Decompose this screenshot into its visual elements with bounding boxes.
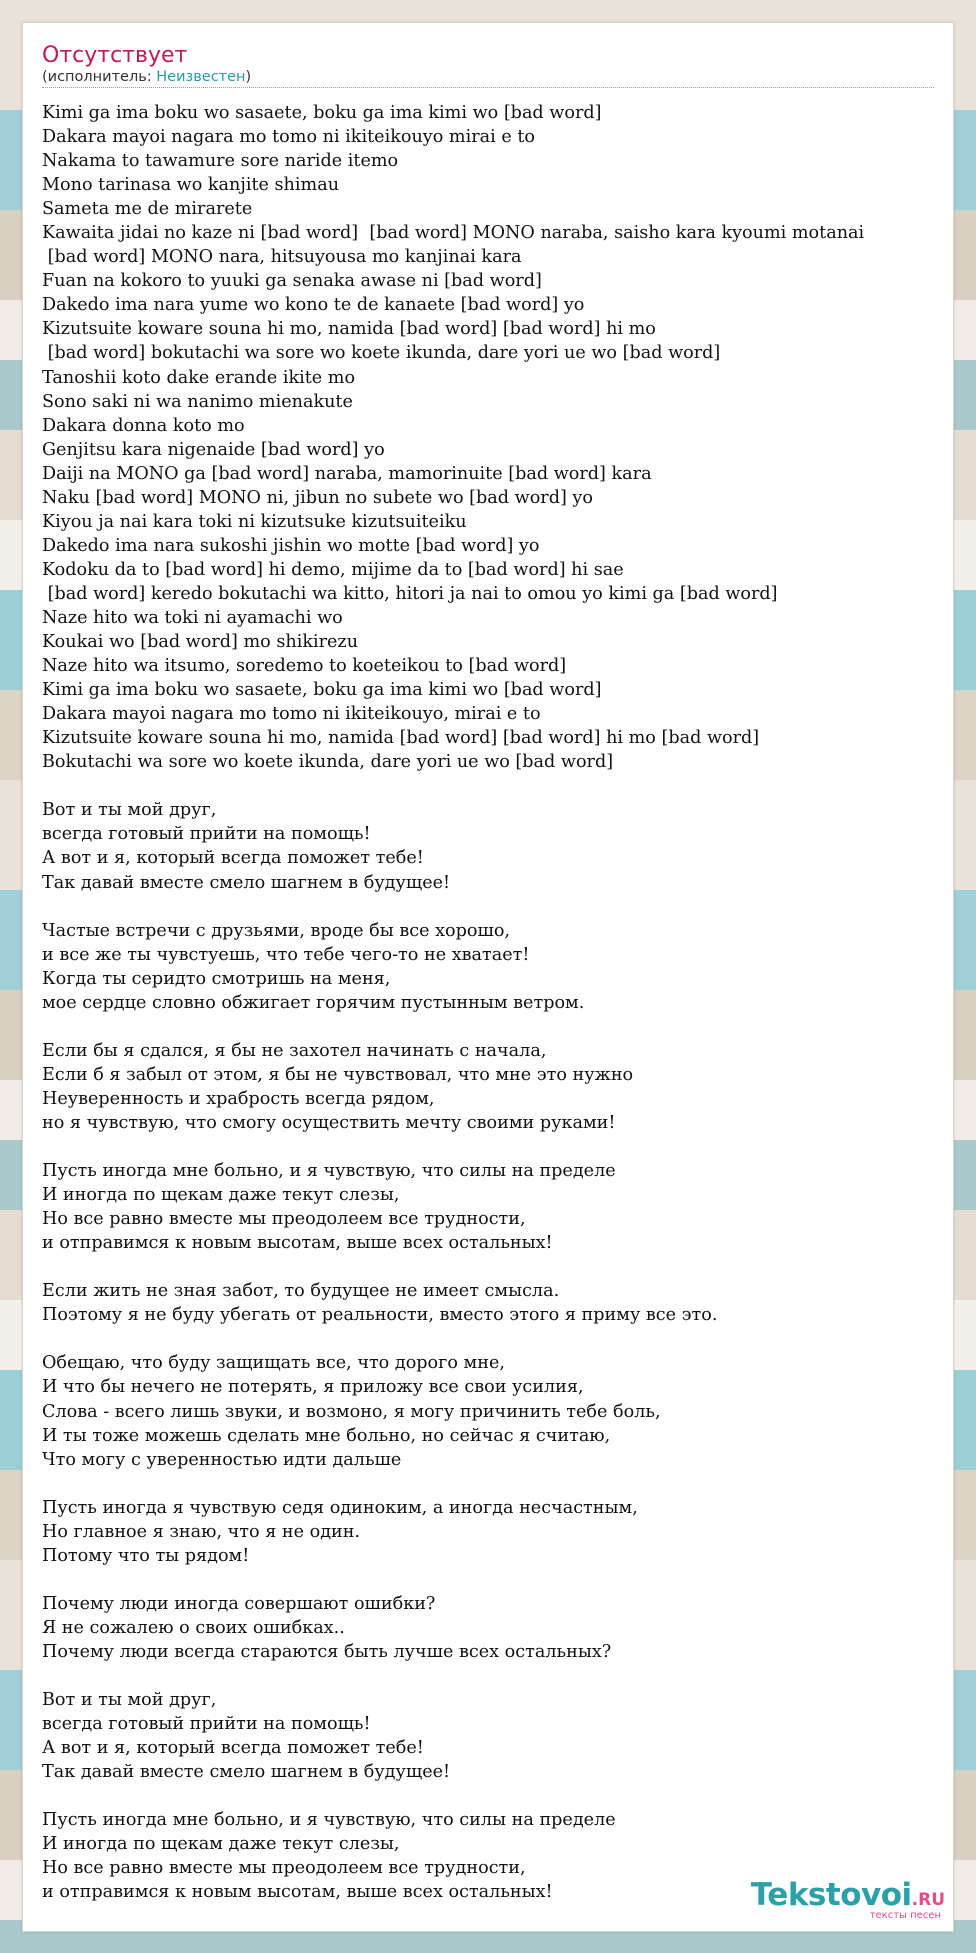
lyric-line: Пусть иногда мне больно, и я чувствую, что силы на пределе <box>42 1161 616 1182</box>
artist-suffix: ) <box>245 69 252 85</box>
lyric-line: [bad word] MONO nara, hitsuyousa mo kanjinai kara <box>42 247 522 268</box>
lyric-line <box>42 1135 864 1159</box>
lyric-line: А вот и я, который всегда поможет тебе! <box>42 1738 424 1759</box>
lyric-line: Вот и ты мой друг, <box>42 800 217 821</box>
artist-line <box>42 69 934 86</box>
lyric-line: И иногда по щекам даже текут слезы, <box>42 1185 400 1206</box>
lyric-line: Если б я забыл от этом, я бы не чувствовал, что мне это нужно <box>42 1064 634 1085</box>
lyric-line: Kodoku da to [bad word] hi demo, mijime da to [bad word] hi sae <box>42 559 624 580</box>
lyric-line: Но главное я знаю, что я не один. <box>42 1521 361 1542</box>
lyric-line: Но все равно вместе мы преодолеем все трудности, <box>42 1209 526 1230</box>
lyric-line: Почему люди иногда совершают ошибки? <box>42 1593 436 1614</box>
lyric-line: Nakama to tawamure sore naride itemo <box>42 151 399 172</box>
lyric-line <box>42 895 864 919</box>
lyric-line: Kimi ga ima boku wo sasaete, boku ga ima kimi wo [bad word] <box>42 680 602 701</box>
lyric-line: Genjitsu kara nigenaide [bad word] yo <box>42 439 385 460</box>
lyric-line: Mono tarinasa wo kanjite shimau <box>42 175 340 196</box>
song-header <box>42 43 934 88</box>
lyric-line <box>42 1255 864 1279</box>
lyric-line: Dakara mayoi nagara mo tomo ni ikiteikouyo, mirai e to <box>42 704 541 725</box>
lyric-line: Dakedo ima nara yume wo kono te de kanaete [bad word] yo <box>42 295 585 316</box>
lyric-line: Sono saki ni wa nanimo mienakute <box>42 391 353 412</box>
lyric-line: Dakara donna koto mo <box>42 415 245 436</box>
lyric-line: Dakara mayoi nagara mo tomo ni ikiteikouyo mirai e to <box>42 127 536 148</box>
lyric-line <box>42 1327 864 1351</box>
lyric-line: Почему люди всегда стараются быть лучше всех остальных? <box>42 1642 612 1662</box>
lyric-line: Неуверенность и храбрость всегда рядом, <box>42 1088 435 1109</box>
lyric-line: Naku [bad word] MONO ni, jibun no subete wo [bad word] yo <box>42 487 593 508</box>
artist-prefix: (исполнитель: <box>42 69 157 85</box>
logo-tld: .RU <box>911 1890 945 1910</box>
lyric-line: Пусть иногда я чувствую седя одиноким, а иногда несчастным, <box>42 1497 638 1518</box>
lyric-line: Но все равно вместе мы преодолеем все трудности, <box>42 1858 526 1879</box>
song-title: Отсутствует <box>42 43 188 68</box>
lyric-line: Kimi ga ima boku wo sasaete, boku ga ima kimi wo [bad word] <box>42 103 602 123</box>
lyric-line: А вот и я, который всегда поможет тебе! <box>42 848 424 869</box>
lyrics-card <box>22 22 954 1932</box>
lyric-line <box>42 1568 864 1592</box>
logo-name: Tekstovoi <box>750 1877 912 1913</box>
lyric-line: Daiji na MONO ga [bad word] naraba, mamorinuite [bad word] kara <box>42 463 652 484</box>
lyric-line: Когда ты серидто смотришь на меня, <box>42 968 391 989</box>
lyric-line <box>42 1664 864 1688</box>
lyric-line: Dakedo ima nara sukoshi jishin wo motte [bad word] yo <box>42 535 540 556</box>
lyric-line: [bad word] keredo bokutachi wa kitto, hitori ja nai to omou yo kimi ga [bad word] <box>42 583 778 604</box>
lyric-line: Sameta me de mirarete <box>42 199 253 220</box>
lyric-line: Bokutachi wa sore wo koete ikunda, dare yori ue wo [bad word] <box>42 752 614 773</box>
lyric-line: Потому что ты рядом! <box>42 1545 250 1566</box>
lyric-line: Kizutsuite koware souna hi mo, namida [bad word] [bad word] hi mo <box>42 319 656 340</box>
lyric-line: всегда готовый прийти на помощь! <box>42 1714 371 1735</box>
lyric-line: Kiyou ja nai kara toki ni kizutsuke kizutsuiteiku <box>42 511 467 532</box>
lyric-line: Так давай вместе смело шагнем в будущее! <box>42 1762 451 1783</box>
lyric-line: Tanoshii koto dake erande ikite mo <box>42 367 356 388</box>
lyric-line: Kizutsuite koware souna hi mo, namida [bad word] [bad word] hi mo [bad word] <box>42 728 760 749</box>
lyrics-text <box>42 101 864 1905</box>
logo-tagline: тексты песен <box>869 1910 941 1921</box>
lyric-line: Что могу с уверенностью идти дальше <box>42 1449 402 1470</box>
lyric-line: Fuan na kokoro to yuuki ga senaka awase ni [bad word] <box>42 271 542 292</box>
lyric-line: Если жить не зная забот, то будущее не имеет смысла. <box>42 1281 560 1302</box>
lyric-line: И ты тоже можешь сделать мне больно, но сейчас я считаю, <box>42 1425 611 1446</box>
site-logo[interactable] <box>751 1879 945 1921</box>
lyric-line: Вот и ты мой друг, <box>42 1690 217 1711</box>
lyric-line: [bad word] bokutachi wa sore wo koete ikunda, dare yori ue wo [bad word] <box>42 343 721 364</box>
lyric-line: Частые встречи с друзьями, вроде бы все хорошо, <box>42 920 511 941</box>
lyric-line <box>42 1472 864 1496</box>
lyric-line: И иногда по щекам даже текут слезы, <box>42 1834 400 1855</box>
lyric-line <box>42 774 864 798</box>
lyric-line: и отправимся к новым высотам, выше всех остальных! <box>42 1233 553 1254</box>
lyric-line: Koukai wo [bad word] mo shikirezu <box>42 632 359 653</box>
lyric-line <box>42 1784 864 1808</box>
lyric-line <box>42 1015 864 1039</box>
lyric-line: Kawaita jidai no kaze ni [bad word] [bad word] MONO naraba, saisho kara kyoumi motanai <box>42 223 865 244</box>
lyric-line: Пусть иногда мне больно, и я чувствую, что силы на пределе <box>42 1810 616 1831</box>
lyric-line: Обещаю, что буду защищать все, что дорого мне, <box>42 1353 505 1374</box>
lyric-line: Если бы я сдался, я бы не захотел начинать с начала, <box>42 1040 547 1061</box>
lyric-line: Naze hito wa toki ni ayamachi wo <box>42 607 343 628</box>
lyric-line: и все же ты чувстуешь, что тебе чего-то не хватает! <box>42 944 530 965</box>
artist-link[interactable]: Неизвестен <box>156 69 246 85</box>
lyric-line: Слова - всего лишь звуки, и возмоно, я могу причинить тебе боль, <box>42 1401 661 1422</box>
lyric-line: всегда готовый прийти на помощь! <box>42 824 371 845</box>
lyric-line: и отправимся к новым высотам, выше всех остальных! <box>42 1882 553 1903</box>
lyric-line: но я чувствую, что смогу осуществить мечту своими руками! <box>42 1112 616 1133</box>
lyric-line: Naze hito wa itsumo, soredemo to koeteikou to [bad word] <box>42 656 567 677</box>
lyric-line: Я не сожалею о своих ошибках.. <box>42 1617 345 1638</box>
lyric-line: Так давай вместе смело шагнем в будущее! <box>42 872 451 893</box>
lyric-line: И что бы нечего не потерять, я приложу все свои усилия, <box>42 1377 584 1398</box>
lyric-line: мое сердце словно обжигает горячим пустынным ветром. <box>42 992 585 1013</box>
lyric-line: Поэтому я не буду убегать от реальности, вместо этого я приму все это. <box>42 1305 718 1326</box>
